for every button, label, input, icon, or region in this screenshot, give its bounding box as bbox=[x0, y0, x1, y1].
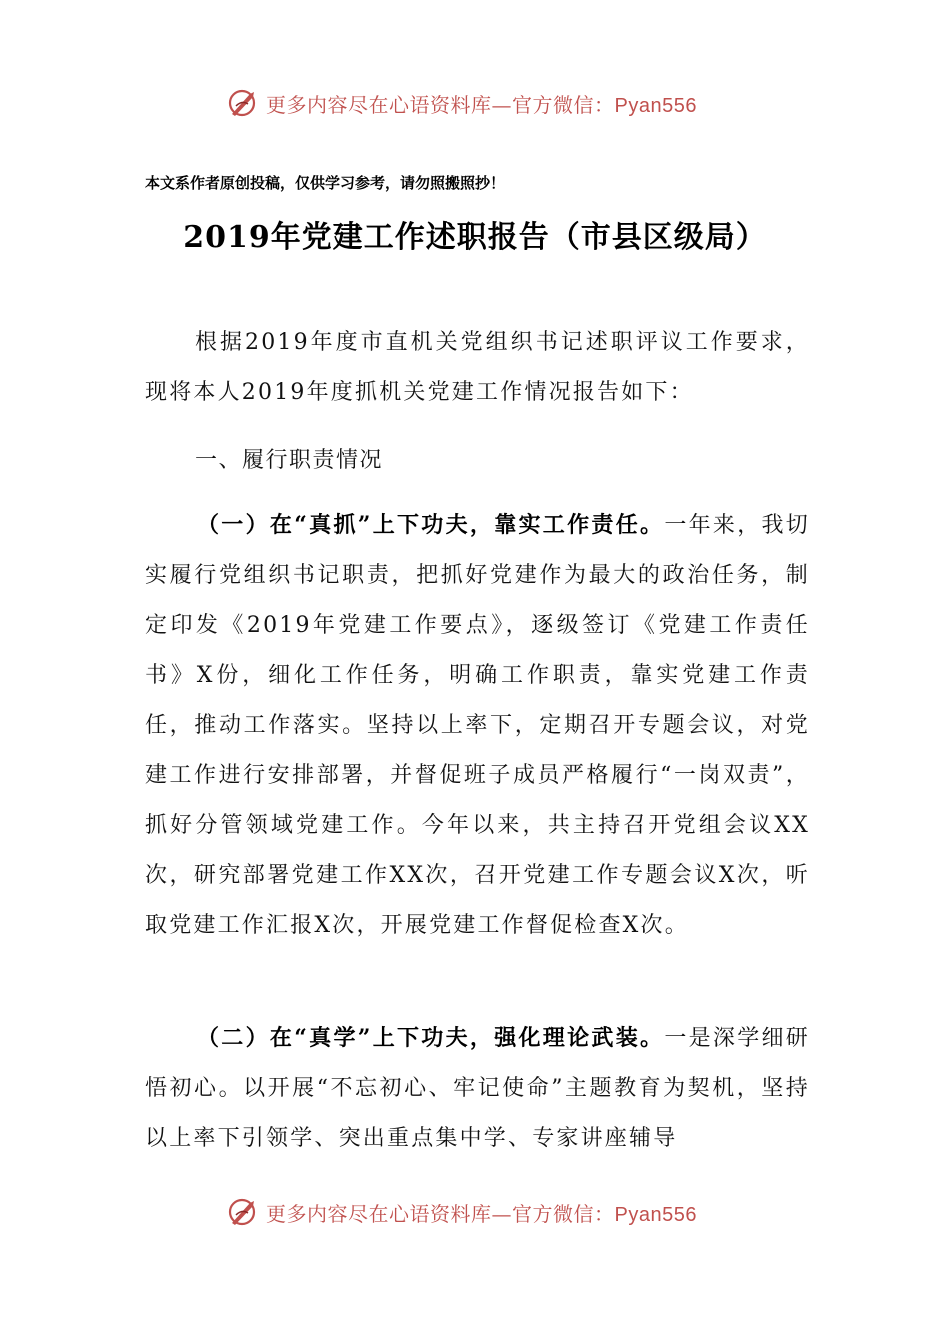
watermark-separator: — bbox=[491, 1201, 512, 1226]
item-1-body: 一年来，我切实履行党组织书记职责，把抓好党建作为最大的政治任务，制定印发《2019年党建工作要点》，逐级签订《党建工作责任书》X份，细化工作任务，明确工作职责，靠实党建工作责任，推动工作落实。坚持以上率下，定期召开专题会议，对党建工作进行安排部署，并督促班子成员严格履行“一岗双责”，抓好分管领域党建工作。今年以来，共主持召开党组会议XX次，研究部署党建工作XX次，召开党建工作专题会议X次，听取党建工作汇报X次，开展党建工作督促检查X次。 bbox=[145, 513, 811, 938]
watermark-separator: — bbox=[491, 92, 512, 117]
watermark-wechat-label: 官方微信： bbox=[512, 1201, 615, 1226]
pen-logo-icon bbox=[226, 86, 260, 120]
section-heading: 一、履行职责情况 bbox=[195, 448, 384, 473]
watermark-text bbox=[266, 1198, 697, 1227]
item-2-body: 一是深学细研悟初心。以开展“不忘初心、牢记使命”主题教育为契机，坚持以上率下引领学、突出重点集中学、专家讲座辅导 bbox=[145, 1026, 811, 1151]
section-item-1 bbox=[145, 500, 810, 951]
document-title: 2019年党建工作述职报告（市县区级局） bbox=[183, 220, 767, 255]
section-item-2 bbox=[145, 1013, 810, 1164]
watermark-header bbox=[226, 86, 697, 120]
watermark-wechat-label: 官方微信： bbox=[512, 92, 615, 117]
item-1-lead: （一）在“真抓”上下功夫，靠实工作责任。 bbox=[197, 512, 665, 538]
copyright-notice: 本文系作者原创投稿，仅供学习参考，请勿照搬照抄！ bbox=[145, 174, 506, 192]
watermark-footer bbox=[226, 1195, 697, 1229]
watermark-text bbox=[266, 89, 697, 118]
intro-paragraph: 根据2019年度市直机关党组织书记述职评议工作要求，现将本人2019年度抓机关党建工作情况报告如下： bbox=[145, 330, 810, 405]
pen-logo-icon bbox=[226, 1195, 260, 1229]
watermark-wechat-id: Pyan556 bbox=[614, 1203, 697, 1226]
watermark-wechat-id: Pyan556 bbox=[614, 94, 697, 117]
item-2-lead: （二）在“真学”上下功夫，强化理论武装。 bbox=[197, 1025, 665, 1051]
watermark-main: 更多内容尽在心语资料库 bbox=[266, 1201, 492, 1226]
watermark-main: 更多内容尽在心语资料库 bbox=[266, 92, 492, 117]
